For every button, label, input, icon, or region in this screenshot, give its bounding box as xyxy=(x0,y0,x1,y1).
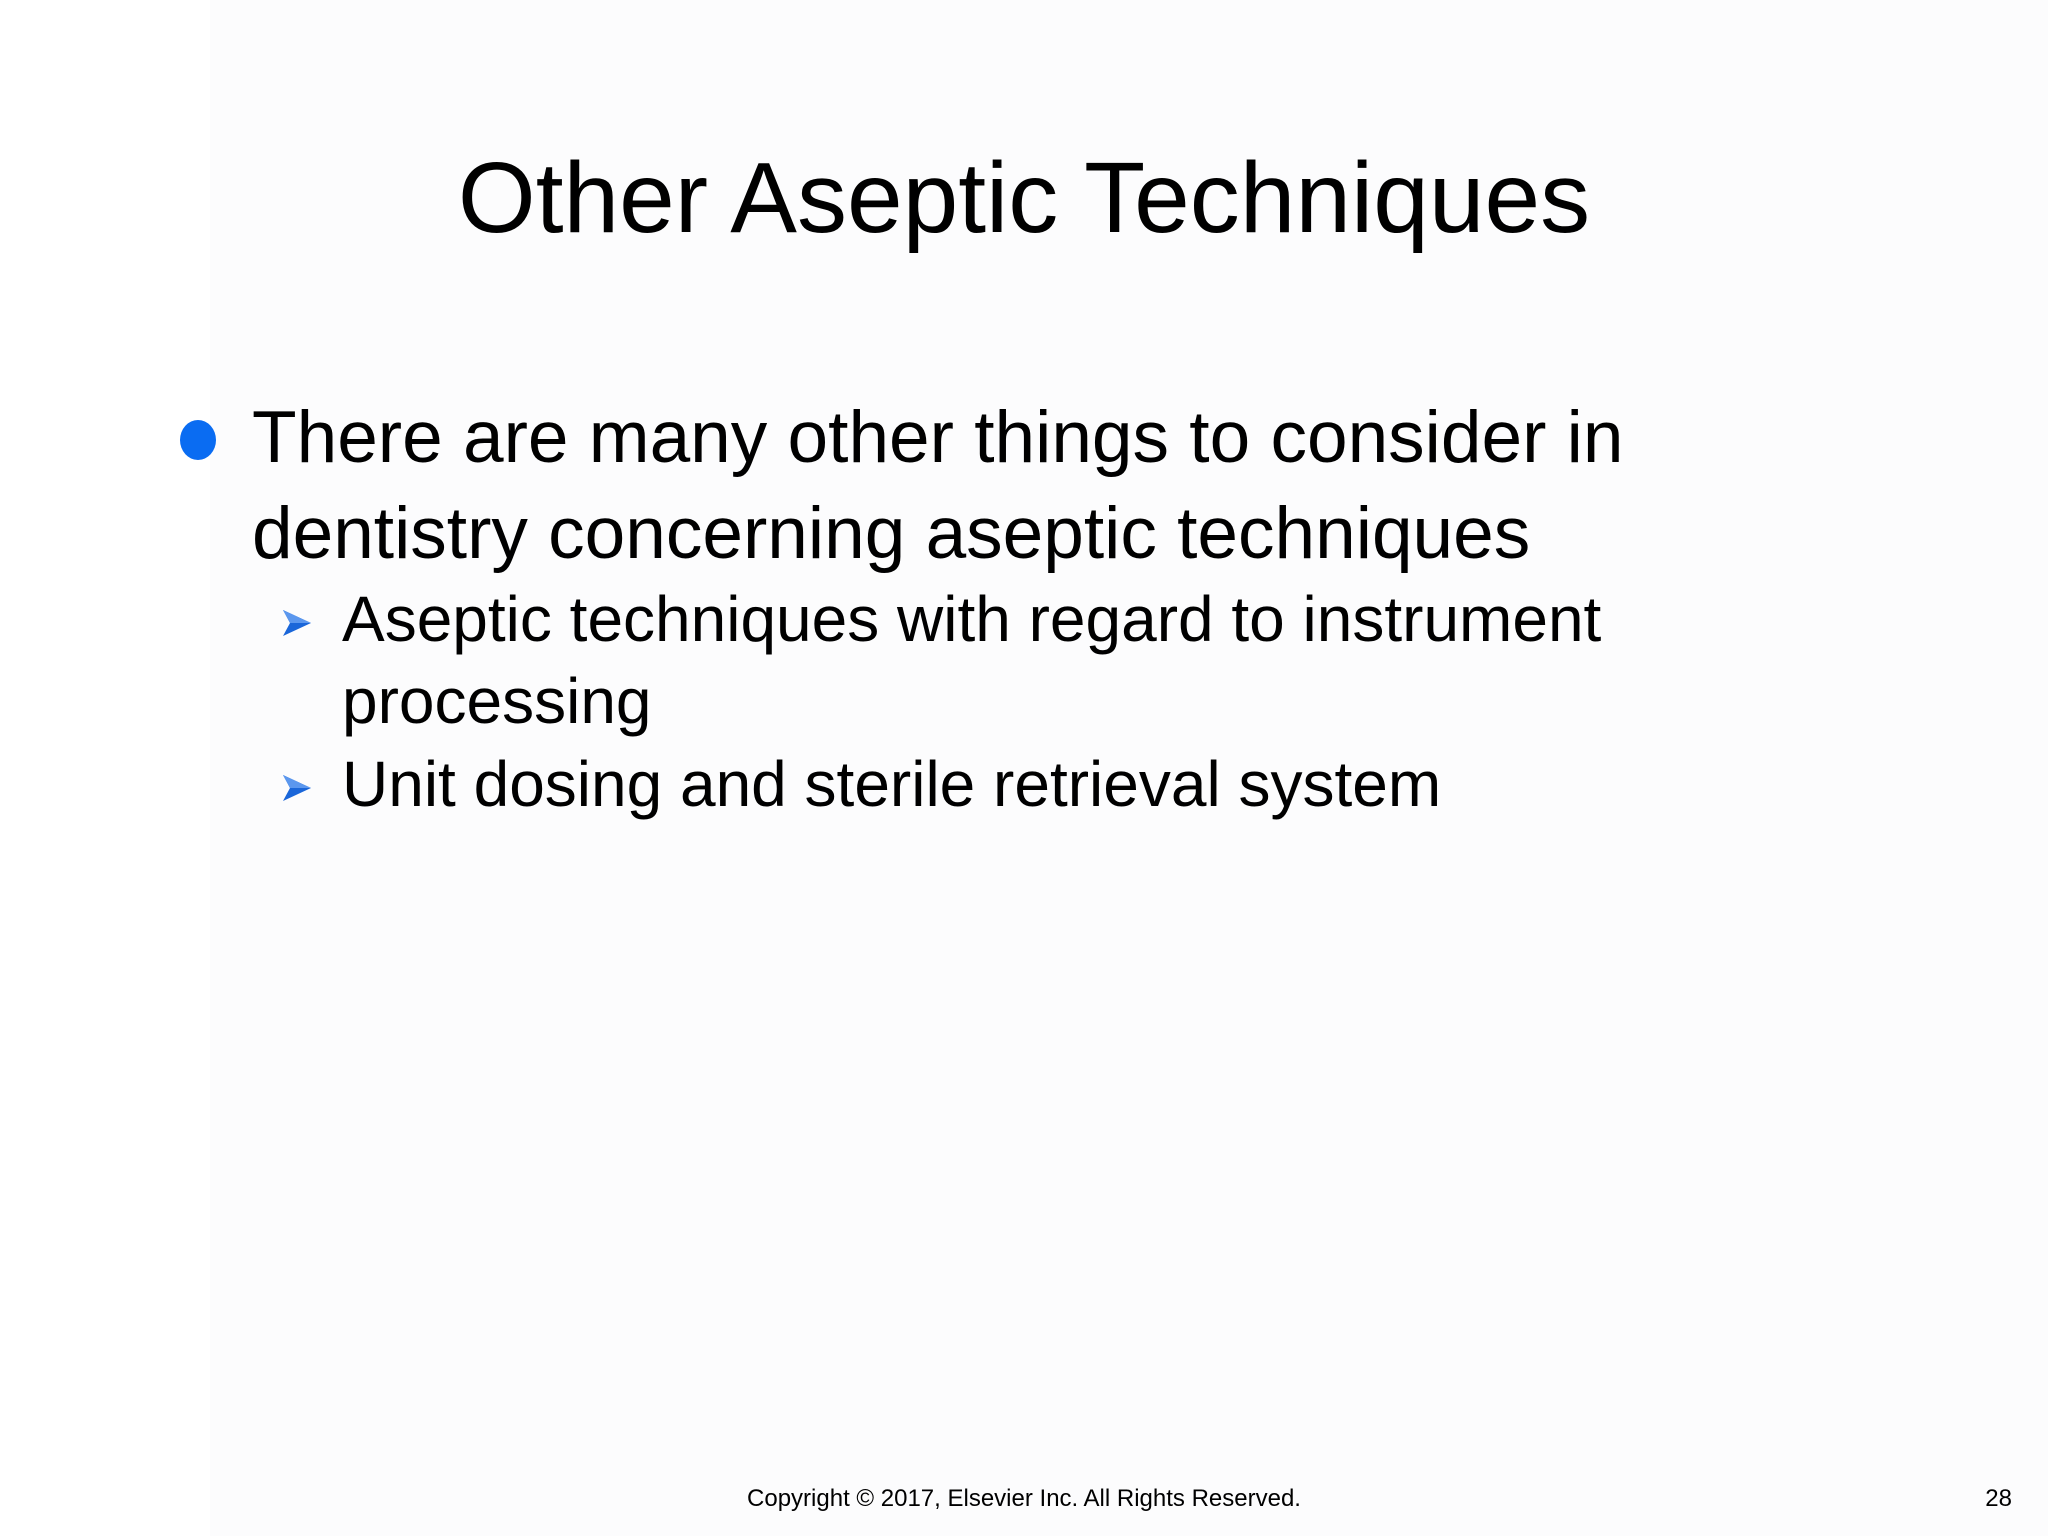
sub-bullet-text: Unit dosing and sterile retrieval system xyxy=(342,748,1442,820)
page-number: 28 xyxy=(1985,1485,2012,1512)
bullet-text: There are many other things to consider in dentistry concerning aseptic techniques xyxy=(252,397,1624,574)
arrowhead-right-icon xyxy=(280,771,314,805)
filled-circle-icon xyxy=(180,420,216,460)
arrowhead-right-icon xyxy=(280,606,314,640)
copyright-footer: Copyright © 2017, Elsevier Inc. All Rights Reserved. xyxy=(747,1485,1301,1512)
slide-title: Other Aseptic Techniques xyxy=(457,142,1591,254)
sub-bullet-text: Aseptic techniques with regard to instrument processing xyxy=(342,583,1602,737)
